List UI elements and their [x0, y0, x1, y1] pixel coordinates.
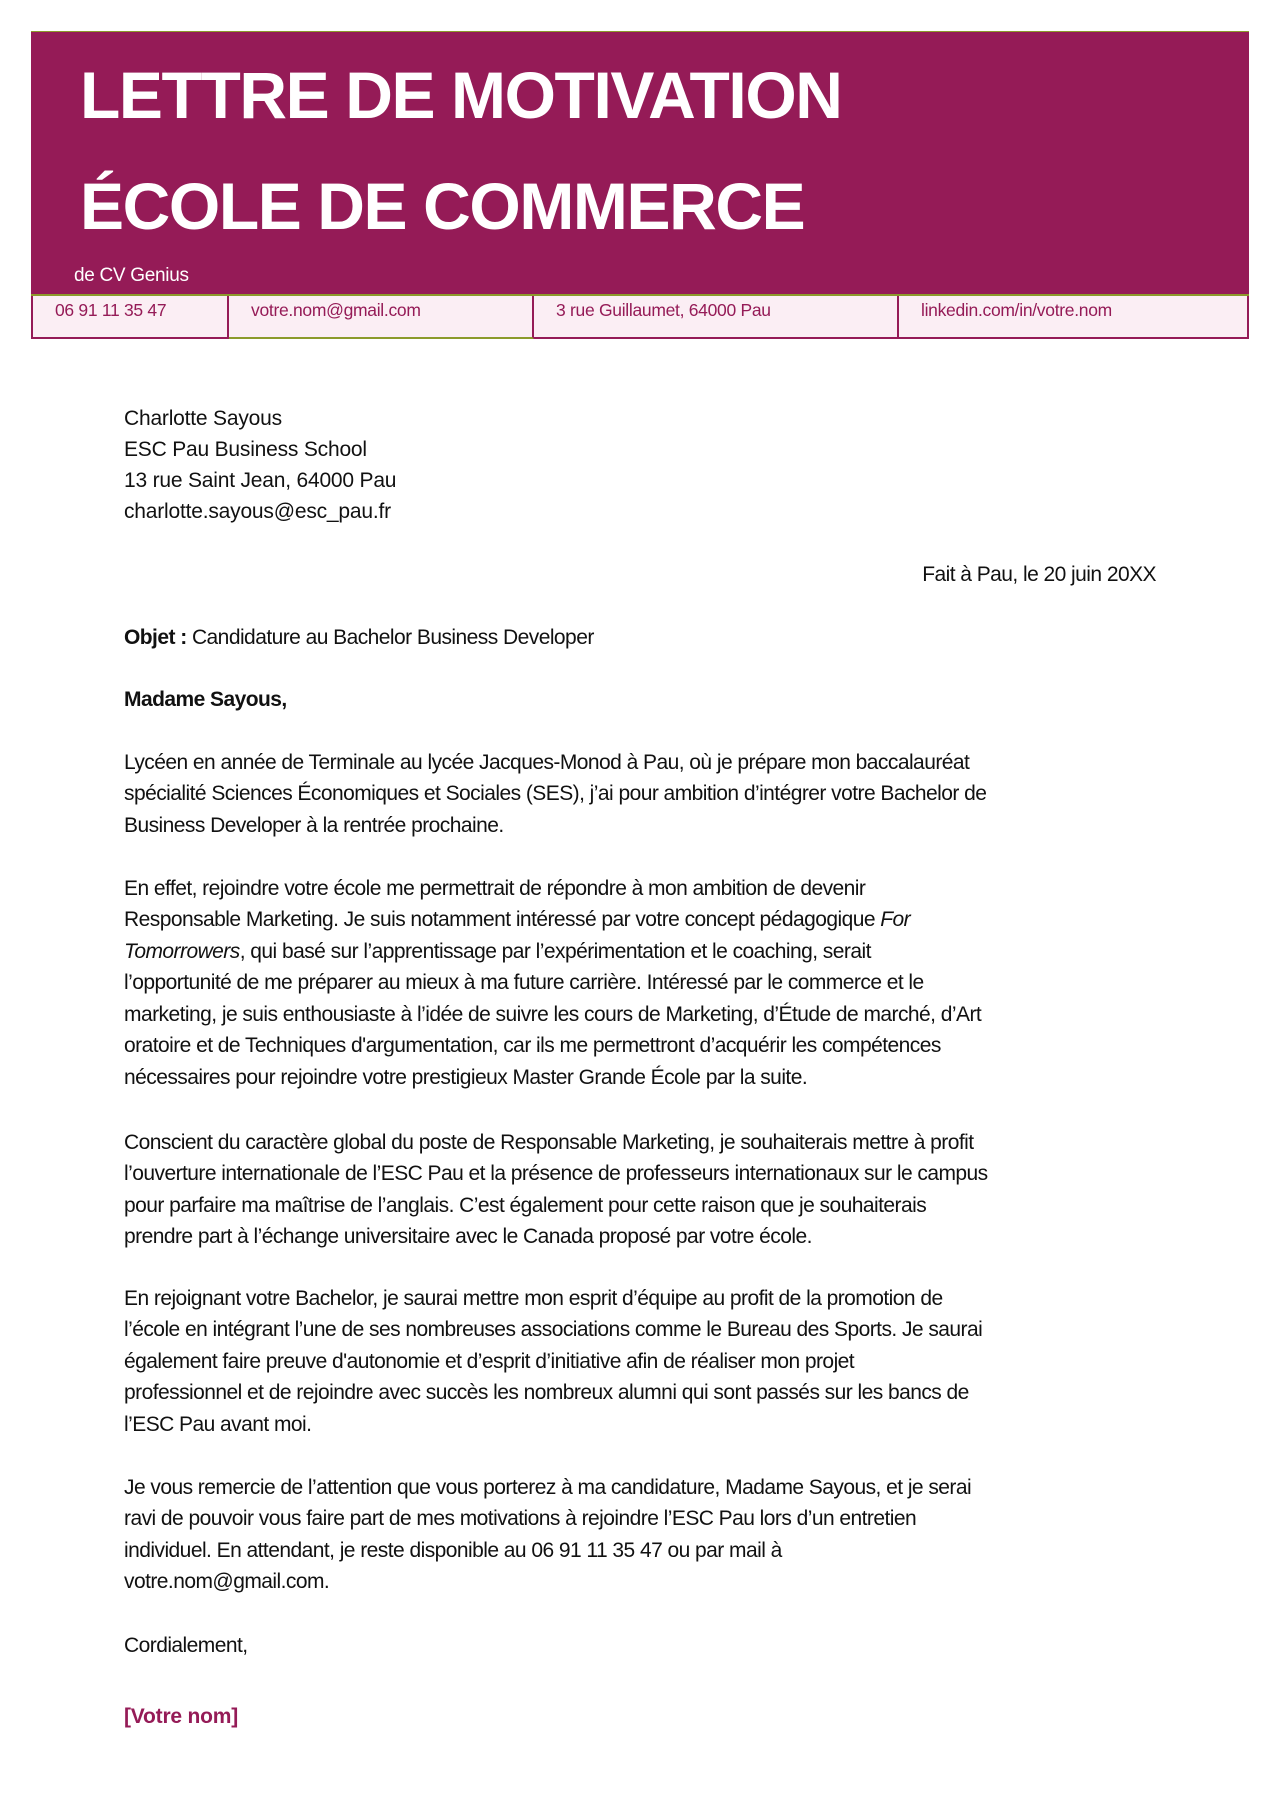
document-title-line-2: ÉCOLE DE COMMERCE: [80, 169, 805, 243]
paragraph-line: votre.nom@gmail.com.: [124, 1570, 330, 1593]
paragraph-line: pour parfaire ma maîtrise de l’anglais. C’est également pour cette raison que je souhaiterais: [124, 1194, 927, 1217]
document-title-line-1: LETTRE DE MOTIVATION: [80, 58, 842, 132]
contact-email[interactable]: votre.nom@gmail.com: [229, 296, 534, 339]
paragraph-line: prendre part à l’échange universitaire avec le Canada proposé par votre école.: [124, 1225, 812, 1248]
signature: [Votre nom]: [124, 1705, 239, 1728]
paragraph-text: , qui basé sur l’apprentissage par l’expérimentation et le coaching, serait: [239, 940, 871, 963]
paragraph-line: ravi de pouvoir vous faire part de mes motivations à rejoindre l’ESC Pau lors d’un entretien: [124, 1507, 917, 1530]
contact-linkedin[interactable]: linkedin.com/in/votre.nom: [899, 296, 1249, 339]
paragraph-line: l’ESC Pau avant moi.: [124, 1413, 312, 1436]
recipient-organization: ESC Pau Business School: [124, 438, 367, 461]
contact-phone: 06 91 11 35 47: [31, 296, 229, 339]
closing: Cordialement,: [124, 1634, 248, 1657]
paragraph-line: [124, 907, 910, 933]
paragraph-line: l’opportunité de me préparer au mieux à ma future carrière. Intéressé par le commerce et le: [124, 971, 924, 994]
byline: de CV Genius: [74, 265, 189, 286]
paragraph-line: spécialité Sciences Économiques et Sociales (SES), j’ai pour ambition d’intégrer votre Bachelor de: [124, 782, 987, 805]
paragraph-line: marketing, je suis enthousiaste à l’idée de suivre les cours de Marketing, d’Étude de marché, d’Art: [124, 1003, 982, 1026]
recipient-email: charlotte.sayous@esc_pau.fr: [124, 500, 391, 523]
paragraph-line: l’ouverture internationale de l’ESC Pau et la présence de professeurs internationaux sur le campus: [124, 1162, 988, 1185]
paragraph-line: nécessaires pour rejoindre votre prestigieux Master Grande École par la suite.: [124, 1066, 808, 1089]
paragraph-text: Responsable Marketing. Je suis notamment intéressé par votre concept pédagogique: [124, 908, 881, 931]
paragraph-line: Conscient du caractère global du poste de Responsable Marketing, je souhaiterais mettre à profit: [124, 1131, 974, 1154]
letter-date: Fait à Pau, le 20 juin 20XX: [922, 563, 1156, 586]
salutation: Madame Sayous,: [124, 688, 287, 711]
subject-line: [124, 625, 594, 651]
paragraph-line: Business Developer à la rentrée prochaine.: [124, 814, 504, 837]
paragraph-line: l’école en intégrant l’une de ses nombreuses associations comme le Bureau des Sports. Je saurai: [124, 1318, 983, 1341]
program-name-italic: For: [880, 908, 911, 931]
contact-bar: [31, 294, 1249, 339]
paragraph-line: Lycéen en année de Terminale au lycée Jacques-Monod à Pau, où je prépare mon baccalauréat: [124, 751, 970, 774]
subject-label: Objet :: [124, 626, 187, 649]
recipient-name: Charlotte Sayous: [124, 407, 282, 430]
recipient-address: 13 rue Saint Jean, 64000 Pau: [124, 469, 397, 492]
paragraph-line: également faire preuve d'autonomie et d’esprit d’initiative afin de réaliser mon projet: [124, 1350, 855, 1373]
paragraph-line: professionnel et de rejoindre avec succès les nombreux alumni qui sont passés sur les bancs de: [124, 1381, 969, 1404]
paragraph-line: oratoire et de Techniques d'argumentation, car ils me permettront d’acquérir les compétences: [124, 1034, 941, 1057]
paragraph-line: Je vous remercie de l’attention que vous porterez à ma candidature, Madame Sayous, et je serai: [124, 1476, 972, 1499]
subject-text: Candidature au Bachelor Business Developer: [186, 626, 594, 649]
contact-address: 3 rue Guillaumet, 64000 Pau: [534, 296, 899, 339]
program-name-italic: Tomorrowers: [124, 940, 240, 963]
paragraph-line: En rejoignant votre Bachelor, je saurai mettre mon esprit d’équipe au profit de la promotion de: [124, 1287, 943, 1310]
header-banner: [31, 31, 1249, 294]
paragraph-line: En effet, rejoindre votre école me permettrait de répondre à mon ambition de devenir: [124, 877, 866, 900]
paragraph-line: individuel. En attendant, je reste disponible au 06 91 11 35 47 ou par mail à: [124, 1539, 782, 1562]
paragraph-line: [124, 939, 871, 965]
